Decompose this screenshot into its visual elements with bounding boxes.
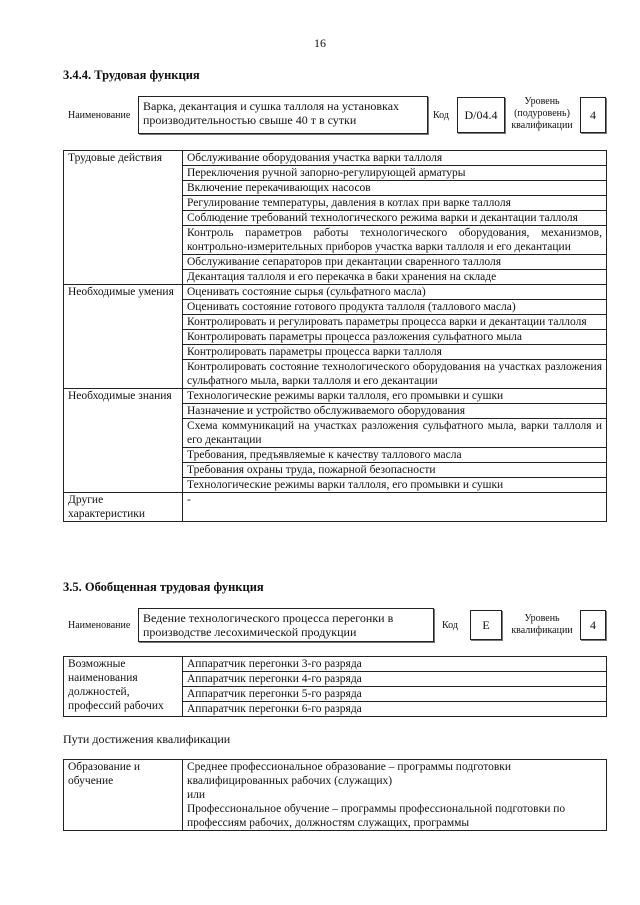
table-item: Контролировать состояние технологического оборудования на участках разложения сульфатного мыла, варки таллоля и его декантации <box>183 360 607 389</box>
positions-category: Возможные наименования должностей, профессий рабочих <box>64 657 183 717</box>
position-item: Аппаратчик перегонки 3-го разряда <box>183 657 607 672</box>
code-label-2: Код <box>442 620 458 631</box>
table-item: Контроль параметров работы технологического оборудования, механизмов, контрольно-измерительных приборов участка варки таллоля и его декантации <box>183 226 607 255</box>
table-item: Контролировать параметры процесса разложения сульфатного мыла <box>183 330 607 345</box>
level-value: 4 <box>590 107 596 122</box>
table-category: Трудовые действия <box>64 151 183 285</box>
table-item: Декантация таллоля и его перекачка в баки хранения на складе <box>183 270 607 285</box>
name-label: Наименование <box>68 110 131 121</box>
section-title-labor-function: 3.4.4. Трудовая функция <box>63 68 200 82</box>
education-category: Образование и обучение <box>64 760 183 831</box>
table-item: Требования охраны труда, пожарной безопасности <box>183 463 607 478</box>
section-title-generalized-function: 3.5. Обобщенная трудовая функция <box>63 580 264 594</box>
level-box <box>580 97 606 133</box>
position-item: Аппаратчик перегонки 4-го разряда <box>183 672 607 687</box>
table-item: Контролировать параметры процесса варки таллоля <box>183 345 607 360</box>
page-number: 16 <box>314 36 326 50</box>
table-category: Другие характеристики <box>64 493 183 522</box>
paths-title: Пути достижения квалификации <box>63 732 231 746</box>
generalized-name-box <box>138 608 434 642</box>
level-box-2 <box>580 610 606 640</box>
function-name-value: Варка, декантация и сушка таллоля на установках производительностью свыше 40 т в сутки <box>143 99 400 127</box>
table-item: Переключения ручной запорно-регулирующей арматуры <box>183 166 607 181</box>
education-line: Профессиональное обучение – программы профессиональной подготовки по профессиям рабочих, должностям служащих, программы <box>187 803 566 829</box>
code-value: D/04.4 <box>464 107 498 122</box>
position-item: Аппаратчик перегонки 5-го разряда <box>183 687 607 702</box>
table-item: Технологические режимы варки таллоля, его промывки и сушки <box>183 478 607 493</box>
name-label-2: Наименование <box>68 620 131 631</box>
table-item: Оценивать состояние сырья (сульфатного масла) <box>183 285 607 300</box>
positions-table <box>63 656 607 717</box>
table-category: Необходимые знания <box>64 389 183 493</box>
level-label: Уровень (подуровень) квалификации <box>511 96 573 131</box>
table-category: Необходимые умения <box>64 285 183 389</box>
code-label: Код <box>433 110 449 121</box>
education-line: или <box>187 789 206 801</box>
table-item: Оценивать состояние готового продукта таллоля (таллового масла) <box>183 300 607 315</box>
table-item: Регулирование температуры, давления в котлах при варке таллоля <box>183 196 607 211</box>
table-item: Назначение и устройство обслуживаемого оборудования <box>183 404 607 419</box>
position-item: Аппаратчик перегонки 6-го разряда <box>183 702 607 717</box>
education-line: Среднее профессиональное образование – программы подготовки квалифицированных рабочих (служащих) <box>187 761 512 787</box>
function-name-box <box>138 96 428 134</box>
code-box-2 <box>470 610 502 640</box>
table-item: Схема коммуникаций на участках разложения сульфатного мыла, варки таллоля и его декантации <box>183 419 607 448</box>
table-item: Контролировать и регулировать параметры процесса варки и декантации таллоля <box>183 315 607 330</box>
table-item: Включение перекачивающих насосов <box>183 181 607 196</box>
level-value-2: 4 <box>590 617 596 632</box>
generalized-name-value: Ведение технологического процесса перегонки в производстве лесохимической продукции <box>143 611 394 639</box>
table-item: Обслуживание оборудования участка варки таллоля <box>183 151 607 166</box>
labor-function-table <box>63 150 607 522</box>
code-value-2: E <box>482 617 490 632</box>
table-item: Технологические режимы варки таллоля, его промывки и сушки <box>183 389 607 404</box>
table-item: - <box>183 493 607 522</box>
education-table <box>63 759 607 831</box>
table-item: Обслуживание сепараторов при декантации сваренного таллоля <box>183 255 607 270</box>
table-item: Соблюдение требований технологического режима варки и декантации таллоля <box>183 211 607 226</box>
level-label-2: Уровень квалификации <box>511 613 573 636</box>
table-item: Требования, предъявляемые к качеству таллового масла <box>183 448 607 463</box>
code-box <box>457 97 505 133</box>
